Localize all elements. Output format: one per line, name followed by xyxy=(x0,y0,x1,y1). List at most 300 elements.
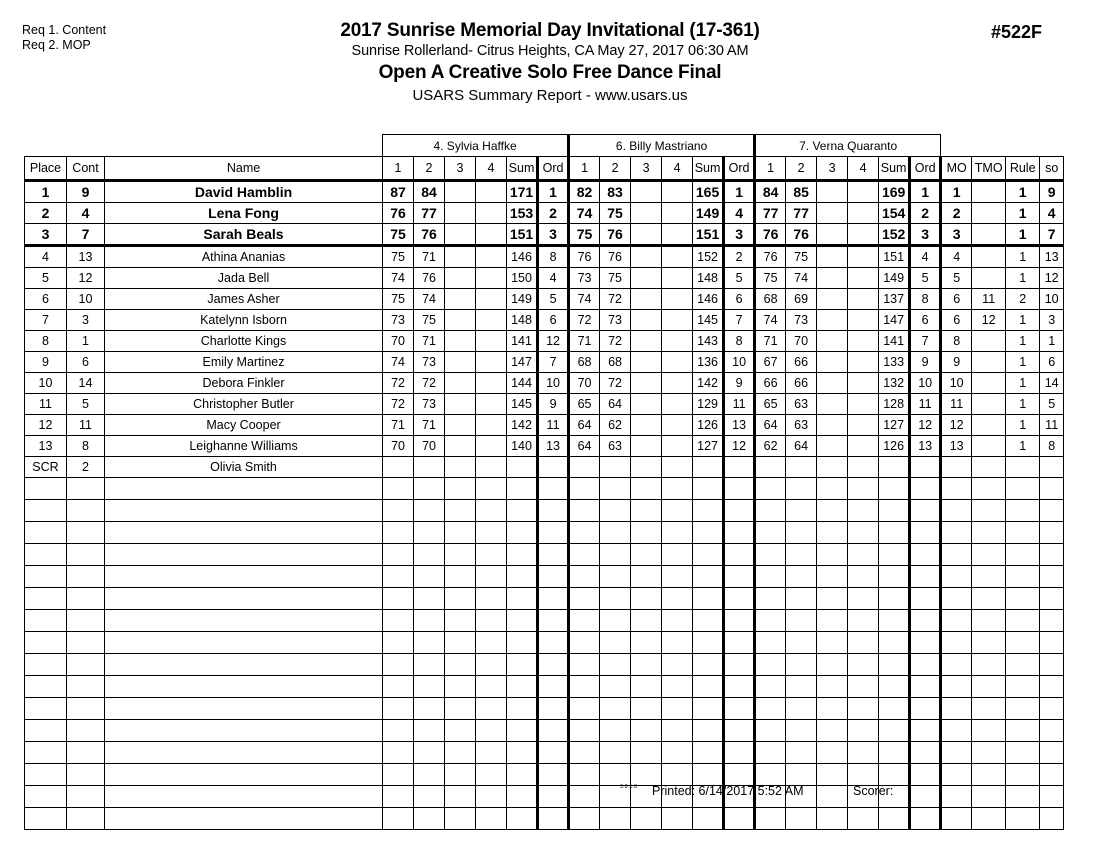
cell-j2-ord xyxy=(724,544,755,566)
cell-skater-name xyxy=(105,742,383,764)
cell-j3-mark-4 xyxy=(848,457,879,478)
cell-j3-mark-3 xyxy=(817,610,848,632)
cell-so: 1 xyxy=(1040,331,1064,352)
title-block xyxy=(150,20,950,107)
cell-j2-sum: 151 xyxy=(693,224,724,246)
cell-j1-sum: 145 xyxy=(507,394,538,415)
cell-j1-mark-4 xyxy=(476,698,507,720)
column-header-row xyxy=(25,157,1064,181)
table-row[interactable] xyxy=(25,415,1064,436)
table-row-empty[interactable] xyxy=(25,676,1064,698)
cell-j3-sum xyxy=(879,588,910,610)
cell-j1-ord: 11 xyxy=(538,415,569,436)
cell-j2-mark-2: 63 xyxy=(600,436,631,457)
table-row-empty[interactable] xyxy=(25,720,1064,742)
cell-j2-mark-4 xyxy=(662,610,693,632)
cell-j3-mark-1 xyxy=(755,588,786,610)
table-row[interactable] xyxy=(25,203,1064,224)
cell-j2-mark-1: 82 xyxy=(569,181,600,203)
cell-j2-mark-4 xyxy=(662,181,693,203)
cell-j1-mark-2: 70 xyxy=(414,436,445,457)
cell-j3-mark-1 xyxy=(755,742,786,764)
table-row[interactable] xyxy=(25,352,1064,373)
cell-j2-mark-2: 68 xyxy=(600,352,631,373)
cell-j1-mark-4 xyxy=(476,478,507,500)
cell-j1-mark-2: 71 xyxy=(414,415,445,436)
cell-j2-ord xyxy=(724,588,755,610)
cell-j2-mark-3 xyxy=(631,203,662,224)
cell-place xyxy=(25,698,67,720)
cell-j3-sum xyxy=(879,610,910,632)
cell-j3-ord: 5 xyxy=(910,268,941,289)
column-header-j1-mark-2: 2 xyxy=(414,157,445,181)
cell-j2-mark-2 xyxy=(600,610,631,632)
cell-mo: 12 xyxy=(941,415,972,436)
cell-so xyxy=(1040,698,1064,720)
cell-j2-mark-4 xyxy=(662,522,693,544)
cell-j3-mark-4 xyxy=(848,310,879,331)
table-row[interactable] xyxy=(25,181,1064,203)
cell-j2-sum: 142 xyxy=(693,373,724,394)
cell-j1-mark-4 xyxy=(476,544,507,566)
cell-j3-sum: 133 xyxy=(879,352,910,373)
cell-j2-ord: 8 xyxy=(724,331,755,352)
cell-j3-mark-3 xyxy=(817,310,848,331)
cell-cont: 6 xyxy=(67,352,105,373)
cell-j2-mark-2: 76 xyxy=(600,246,631,268)
table-row[interactable] xyxy=(25,289,1064,310)
table-row-empty[interactable] xyxy=(25,654,1064,676)
cell-j1-mark-2 xyxy=(414,457,445,478)
cell-j1-mark-1: 74 xyxy=(383,268,414,289)
table-row[interactable] xyxy=(25,373,1064,394)
cell-j2-mark-4 xyxy=(662,203,693,224)
cell-rule xyxy=(1006,720,1040,742)
requirements-block xyxy=(22,23,106,53)
cell-j1-sum xyxy=(507,676,538,698)
cell-so: 6 xyxy=(1040,352,1064,373)
cell-j2-mark-4 xyxy=(662,289,693,310)
cell-cont xyxy=(67,720,105,742)
cell-j3-ord xyxy=(910,544,941,566)
cell-j1-mark-4 xyxy=(476,246,507,268)
cell-j3-mark-2: 77 xyxy=(786,203,817,224)
table-row-empty[interactable] xyxy=(25,478,1064,500)
cell-j2-mark-4 xyxy=(662,566,693,588)
cell-j3-mark-4 xyxy=(848,720,879,742)
cell-j3-mark-1 xyxy=(755,544,786,566)
table-row[interactable] xyxy=(25,331,1064,352)
cell-j1-mark-1: 75 xyxy=(383,246,414,268)
cell-j1-ord: 2 xyxy=(538,203,569,224)
cell-j3-mark-4 xyxy=(848,566,879,588)
cell-j3-mark-4 xyxy=(848,742,879,764)
cell-tmo xyxy=(972,478,1006,500)
cell-j2-mark-1: 64 xyxy=(569,436,600,457)
cell-j1-mark-2: 72 xyxy=(414,373,445,394)
cell-j2-sum: 148 xyxy=(693,268,724,289)
cell-j3-ord xyxy=(910,588,941,610)
cell-j1-mark-4 xyxy=(476,500,507,522)
cell-j1-ord xyxy=(538,457,569,478)
cell-j3-mark-1 xyxy=(755,457,786,478)
cell-j2-mark-3 xyxy=(631,720,662,742)
cell-j1-sum xyxy=(507,610,538,632)
table-row[interactable] xyxy=(25,394,1064,415)
cell-j3-mark-4 xyxy=(848,654,879,676)
cell-tmo xyxy=(972,742,1006,764)
printed-stamp: Printed: 6/14/2017 5:52 AM xyxy=(652,784,804,798)
cell-skater-name: James Asher xyxy=(105,289,383,310)
cell-mo xyxy=(941,544,972,566)
cell-rule: 1 xyxy=(1006,203,1040,224)
cell-j1-mark-3 xyxy=(445,544,476,566)
cell-j1-mark-3 xyxy=(445,632,476,654)
column-header-j2-mark-3: 3 xyxy=(631,157,662,181)
cell-j3-sum xyxy=(879,698,910,720)
competition-title: 2017 Sunrise Memorial Day Invitational (17-361) xyxy=(340,20,760,41)
column-header-cont: Cont xyxy=(67,157,105,181)
cell-rule: 1 xyxy=(1006,181,1040,203)
cell-place: SCR xyxy=(25,457,67,478)
judge-band-tail xyxy=(941,135,1064,157)
cell-mo xyxy=(941,720,972,742)
cell-skater-name: Leighanne Williams xyxy=(105,436,383,457)
cell-j3-sum xyxy=(879,566,910,588)
cell-j2-mark-1: 72 xyxy=(569,310,600,331)
cell-cont xyxy=(67,478,105,500)
cell-j1-ord xyxy=(538,720,569,742)
cell-j2-sum: 165 xyxy=(693,181,724,203)
judge-header-1: 4. Sylvia Haffke xyxy=(383,135,569,157)
cell-j2-mark-1 xyxy=(569,457,600,478)
cell-j2-mark-4 xyxy=(662,457,693,478)
cell-j1-mark-4 xyxy=(476,676,507,698)
cell-j1-mark-3 xyxy=(445,654,476,676)
cell-so: 10 xyxy=(1040,289,1064,310)
cell-place xyxy=(25,566,67,588)
table-row[interactable] xyxy=(25,224,1064,246)
cell-tmo xyxy=(972,224,1006,246)
cell-j1-sum: 148 xyxy=(507,310,538,331)
cell-j2-mark-1 xyxy=(569,676,600,698)
cell-so xyxy=(1040,566,1064,588)
table-row-empty[interactable] xyxy=(25,500,1064,522)
cell-j3-mark-2 xyxy=(786,742,817,764)
cell-j2-mark-3 xyxy=(631,654,662,676)
cell-j3-mark-3 xyxy=(817,203,848,224)
cell-so xyxy=(1040,522,1064,544)
cell-j2-sum: 127 xyxy=(693,436,724,457)
cell-rule: 1 xyxy=(1006,373,1040,394)
cell-j3-mark-4 xyxy=(848,373,879,394)
cell-j3-ord: 9 xyxy=(910,352,941,373)
cell-j2-mark-4 xyxy=(662,544,693,566)
cell-j1-mark-3 xyxy=(445,478,476,500)
cell-j2-mark-2: 64 xyxy=(600,394,631,415)
cell-j1-mark-4 xyxy=(476,224,507,246)
cell-j3-ord: 3 xyxy=(910,224,941,246)
cell-j3-mark-3 xyxy=(817,566,848,588)
cell-place: 1 xyxy=(25,181,67,203)
cell-j3-mark-4 xyxy=(848,268,879,289)
cell-j3-mark-4 xyxy=(848,588,879,610)
table-row-empty[interactable] xyxy=(25,588,1064,610)
cell-j1-mark-2: 76 xyxy=(414,268,445,289)
cell-j3-mark-4 xyxy=(848,181,879,203)
cell-j3-mark-3 xyxy=(817,742,848,764)
cell-j2-sum: 143 xyxy=(693,331,724,352)
cell-j2-ord xyxy=(724,632,755,654)
cell-j1-sum xyxy=(507,720,538,742)
requirement-line-2: Req 2. MOP xyxy=(22,38,91,52)
table-row-empty[interactable] xyxy=(25,522,1064,544)
cell-so xyxy=(1040,478,1064,500)
cell-j3-ord xyxy=(910,478,941,500)
column-header-j2-mark-2: 2 xyxy=(600,157,631,181)
cell-j2-mark-1 xyxy=(569,566,600,588)
cell-j1-ord xyxy=(538,632,569,654)
cell-j1-mark-3 xyxy=(445,203,476,224)
cell-j2-mark-3 xyxy=(631,224,662,246)
cell-cont: 11 xyxy=(67,415,105,436)
cell-j1-mark-1 xyxy=(383,698,414,720)
cell-mo: 13 xyxy=(941,436,972,457)
cell-skater-name: David Hamblin xyxy=(105,181,383,203)
cell-j3-mark-4 xyxy=(848,698,879,720)
cell-j2-mark-2 xyxy=(600,720,631,742)
cell-j3-ord: 11 xyxy=(910,394,941,415)
cell-tmo xyxy=(972,566,1006,588)
cell-j3-ord: 1 xyxy=(910,181,941,203)
cell-j3-mark-1: 76 xyxy=(755,246,786,268)
cell-j2-sum xyxy=(693,676,724,698)
cell-mo xyxy=(941,457,972,478)
cell-place: 3 xyxy=(25,224,67,246)
cell-j1-ord: 8 xyxy=(538,246,569,268)
cell-j3-mark-3 xyxy=(817,246,848,268)
cell-j2-mark-3 xyxy=(631,289,662,310)
cell-place xyxy=(25,742,67,764)
cell-j1-sum: 153 xyxy=(507,203,538,224)
cell-j1-mark-3 xyxy=(445,588,476,610)
cell-j3-mark-1: 62 xyxy=(755,436,786,457)
column-header-so: so xyxy=(1040,157,1064,181)
cell-j3-mark-3 xyxy=(817,522,848,544)
cell-tmo xyxy=(972,544,1006,566)
cell-mo xyxy=(941,500,972,522)
cell-j3-mark-3 xyxy=(817,698,848,720)
table-row[interactable] xyxy=(25,268,1064,289)
cell-j2-ord xyxy=(724,610,755,632)
cell-j3-mark-4 xyxy=(848,500,879,522)
cell-j3-mark-2 xyxy=(786,588,817,610)
cell-j3-sum xyxy=(879,676,910,698)
cell-j3-mark-1: 74 xyxy=(755,310,786,331)
cell-j3-mark-1 xyxy=(755,676,786,698)
cell-j2-mark-2 xyxy=(600,566,631,588)
cell-j3-ord xyxy=(910,500,941,522)
cell-j2-ord: 1 xyxy=(724,181,755,203)
cell-j3-sum xyxy=(879,544,910,566)
cell-so xyxy=(1040,676,1064,698)
cell-j2-mark-2: 72 xyxy=(600,373,631,394)
cell-j1-ord: 7 xyxy=(538,352,569,373)
cell-j1-ord xyxy=(538,698,569,720)
table-row[interactable] xyxy=(25,436,1064,457)
cell-so xyxy=(1040,544,1064,566)
cell-j1-mark-4 xyxy=(476,203,507,224)
column-header-j2-mark-1: 1 xyxy=(569,157,600,181)
cell-j3-mark-3 xyxy=(817,352,848,373)
cell-j2-mark-1: 75 xyxy=(569,224,600,246)
cell-skater-name xyxy=(105,720,383,742)
results-table xyxy=(24,134,1064,830)
cell-j1-sum: 171 xyxy=(507,181,538,203)
cell-j1-mark-1 xyxy=(383,522,414,544)
cell-skater-name xyxy=(105,566,383,588)
cell-j1-mark-3 xyxy=(445,415,476,436)
cell-cont xyxy=(67,522,105,544)
cell-j2-ord xyxy=(724,654,755,676)
cell-j2-ord: 4 xyxy=(724,203,755,224)
cell-j1-mark-3 xyxy=(445,268,476,289)
cell-j3-mark-4 xyxy=(848,415,879,436)
cell-j3-ord: 12 xyxy=(910,415,941,436)
cell-j3-mark-4 xyxy=(848,676,879,698)
cell-j3-ord: 4 xyxy=(910,246,941,268)
cell-tmo xyxy=(972,436,1006,457)
table-row-empty[interactable] xyxy=(25,610,1064,632)
cell-mo xyxy=(941,610,972,632)
cell-j3-mark-2: 69 xyxy=(786,289,817,310)
cell-mo xyxy=(941,522,972,544)
cell-j1-mark-2 xyxy=(414,654,445,676)
cell-rule: 2 xyxy=(1006,289,1040,310)
cell-j3-mark-2 xyxy=(786,522,817,544)
cell-mo: 6 xyxy=(941,289,972,310)
cell-j1-mark-2: 76 xyxy=(414,224,445,246)
cell-cont: 5 xyxy=(67,394,105,415)
cell-j3-mark-1 xyxy=(755,720,786,742)
cell-so xyxy=(1040,500,1064,522)
cell-j1-sum xyxy=(507,566,538,588)
cell-j2-mark-2: 75 xyxy=(600,268,631,289)
cell-rule: 1 xyxy=(1006,246,1040,268)
cell-skater-name xyxy=(105,676,383,698)
cell-j3-sum: 141 xyxy=(879,331,910,352)
cell-j3-mark-3 xyxy=(817,632,848,654)
cell-so xyxy=(1040,720,1064,742)
cell-tmo xyxy=(972,246,1006,268)
cell-j2-mark-2 xyxy=(600,544,631,566)
cell-j3-mark-2 xyxy=(786,720,817,742)
cell-j2-mark-1 xyxy=(569,742,600,764)
cell-tmo xyxy=(972,588,1006,610)
cell-mo xyxy=(941,478,972,500)
cell-j3-mark-4 xyxy=(848,478,879,500)
cell-so xyxy=(1040,457,1064,478)
cell-j1-mark-1: 75 xyxy=(383,224,414,246)
cell-tmo xyxy=(972,373,1006,394)
table-row[interactable] xyxy=(25,457,1064,478)
judge-header-2: 6. Billy Mastriano xyxy=(569,135,755,157)
cell-j3-mark-2 xyxy=(786,654,817,676)
cell-j1-mark-1: 73 xyxy=(383,310,414,331)
cell-j2-mark-4 xyxy=(662,373,693,394)
cell-place: 9 xyxy=(25,352,67,373)
cell-j1-ord: 4 xyxy=(538,268,569,289)
cell-j1-mark-1: 70 xyxy=(383,331,414,352)
table-row-empty[interactable] xyxy=(25,698,1064,720)
cell-j2-sum: 145 xyxy=(693,310,724,331)
cell-j3-mark-1 xyxy=(755,654,786,676)
cell-tmo xyxy=(972,632,1006,654)
cell-j2-mark-3 xyxy=(631,588,662,610)
cell-j3-mark-4 xyxy=(848,289,879,310)
cell-cont xyxy=(67,742,105,764)
cell-j2-mark-4 xyxy=(662,246,693,268)
cell-j3-mark-2 xyxy=(786,457,817,478)
cell-place: 8 xyxy=(25,331,67,352)
column-header-rule: Rule xyxy=(1006,157,1040,181)
cell-skater-name xyxy=(105,654,383,676)
cell-j3-sum: 137 xyxy=(879,289,910,310)
cell-j1-sum xyxy=(507,698,538,720)
cell-j1-mark-2 xyxy=(414,544,445,566)
cell-j2-sum: 129 xyxy=(693,394,724,415)
cell-j1-mark-1 xyxy=(383,720,414,742)
cell-j2-sum xyxy=(693,457,724,478)
table-row-empty[interactable] xyxy=(25,544,1064,566)
cell-skater-name xyxy=(105,500,383,522)
cell-so xyxy=(1040,632,1064,654)
cell-j1-mark-1 xyxy=(383,544,414,566)
cell-j1-ord: 10 xyxy=(538,373,569,394)
cell-j2-mark-3 xyxy=(631,457,662,478)
table-row-empty[interactable] xyxy=(25,742,1064,764)
cell-cont: 8 xyxy=(67,436,105,457)
cell-j1-mark-4 xyxy=(476,181,507,203)
cell-j2-sum: 146 xyxy=(693,289,724,310)
cell-so xyxy=(1040,742,1064,764)
cell-j2-mark-3 xyxy=(631,373,662,394)
cell-j3-mark-2: 64 xyxy=(786,436,817,457)
cell-j2-mark-1 xyxy=(569,610,600,632)
cell-mo: 2 xyxy=(941,203,972,224)
table-row-empty[interactable] xyxy=(25,566,1064,588)
cell-j2-mark-4 xyxy=(662,268,693,289)
table-row[interactable] xyxy=(25,310,1064,331)
cell-j1-mark-3 xyxy=(445,224,476,246)
cell-so: 8 xyxy=(1040,436,1064,457)
cell-j1-ord: 3 xyxy=(538,224,569,246)
cell-j2-sum: 136 xyxy=(693,352,724,373)
cell-j2-mark-2 xyxy=(600,457,631,478)
cell-rule xyxy=(1006,478,1040,500)
cell-j2-mark-2: 83 xyxy=(600,181,631,203)
table-row-empty[interactable] xyxy=(25,632,1064,654)
table-row[interactable] xyxy=(25,246,1064,268)
cell-skater-name: Lena Fong xyxy=(105,203,383,224)
cell-j2-mark-1 xyxy=(569,654,600,676)
cell-j1-mark-4 xyxy=(476,373,507,394)
entry-code: #522F xyxy=(990,22,1042,42)
cell-rule xyxy=(1006,654,1040,676)
cell-cont xyxy=(67,632,105,654)
cell-j2-sum xyxy=(693,588,724,610)
cell-skater-name: Jada Bell xyxy=(105,268,383,289)
